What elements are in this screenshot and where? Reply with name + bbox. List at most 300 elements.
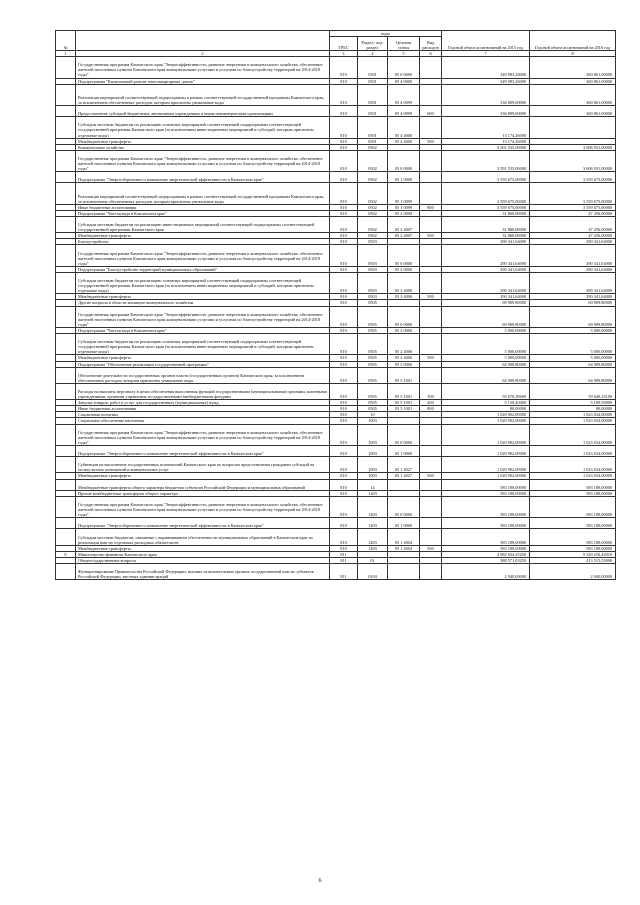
header-index: 1	[56, 51, 76, 57]
row-name: Межбюджетные трансферты	[76, 355, 330, 361]
row-name: Межбюджетные трансферты	[76, 473, 330, 479]
row-grbs: 810	[330, 210, 358, 216]
row-amount-2016	[530, 117, 616, 138]
row-amount-2016: 5 000,00000	[530, 355, 616, 361]
row-vr: 500	[420, 355, 442, 361]
row-vr	[420, 424, 442, 445]
row-number	[56, 183, 76, 204]
row-number	[56, 518, 76, 529]
row-amount-2015: 583 188,00000	[442, 518, 530, 529]
row-grbs: 810	[330, 518, 358, 529]
row-amount-2016: 360 861,00000	[530, 57, 616, 78]
row-name: Подпрограмма "Капитальный ремонт многоквартирных домов"	[76, 78, 330, 84]
table-row	[56, 334, 616, 355]
row-amount-2015: 5 000,00000	[442, 355, 530, 361]
row-vr	[420, 334, 442, 355]
row-amount-2015: 80,00000	[442, 406, 530, 412]
row-name: Благоустройство	[76, 239, 330, 245]
row-amount-2015: 1 020 902,00000	[442, 412, 530, 418]
row-amount-2016: 413 515,55090	[530, 557, 616, 563]
row-name: Субсидии местным бюджетам, связанные с выравниванием обеспеченности муниципальных образований в Камчатском крае по реализации ими их отдельных расходных обязательств	[76, 529, 330, 545]
row-vr	[420, 306, 442, 327]
row-name: Государственная программа Камчатского края "Энергоэффективность, развитие энергетики и коммунального хозяйства, обеспечение жителей населенных пунктов Камчатского края коммунальными услугами и услугами по благоустройству территорий на 2014-2018 годы"	[76, 245, 330, 266]
row-csr: 05 0 0000	[388, 150, 420, 171]
row-vr	[420, 183, 442, 204]
row-name: Функционирование Правительства Российской Федерации, высших исполнительных органов государственной власти субъектов Российской Федерации, местных администраций	[76, 563, 330, 579]
row-grbs: 810	[330, 266, 358, 272]
row-razdel: 0502	[358, 233, 388, 239]
row-razdel: 0501	[358, 138, 388, 144]
row-grbs: 810	[330, 245, 358, 266]
row-grbs: 810	[330, 239, 358, 245]
row-vr	[420, 172, 442, 183]
row-amount-2016: 3 559 675,00000	[530, 172, 616, 183]
row-amount-2016: 583 188,00000	[530, 518, 616, 529]
row-amount-2015: 3 559 675,00000	[442, 172, 530, 183]
row-amount-2015: 583 188,00000	[442, 496, 530, 517]
row-csr: 05 2 0000	[388, 327, 420, 333]
row-amount-2015: 349 983,26000	[442, 78, 530, 84]
row-name: Закупка товаров, работ и услуг для государственных (муниципальных) нужд	[76, 400, 330, 406]
row-amount-2015: 290 341,64000	[442, 266, 530, 272]
row-grbs: 810	[330, 479, 358, 490]
row-name: Межбюджетные трансферты общего характера бюджетам субъектов Российской Федерации и муниципальных образований	[76, 479, 330, 490]
header-vr: Вид расходов	[420, 37, 442, 51]
row-amount-2016: 290 341,64000	[530, 245, 616, 266]
row-razdel: 1403	[358, 518, 388, 529]
row-name: Реализация мероприятий соответствующей подпрограммы в рамках соответствующей государственной программы Камчатского края, за исключением обеспеченных расходов, которым присвоены уникальные коды	[76, 84, 330, 105]
row-number	[56, 424, 76, 445]
row-grbs: 810	[330, 150, 358, 171]
row-name: Межбюджетные трансферты	[76, 294, 330, 300]
row-amount-2015: 2 940,00000	[442, 563, 530, 579]
row-csr: 05 0 0000	[388, 496, 420, 517]
row-amount-2015: 336 809,00000	[442, 84, 530, 105]
row-amount-2016: 59 640,23100	[530, 383, 616, 399]
table-row	[56, 272, 616, 293]
row-amount-2016: 5 529 216,43010	[530, 551, 616, 557]
row-name: Государственная программа Камчатского края "Энергоэффективность, развитие энергетики и коммунального хозяйства, обеспечение жителей населенных пунктов Камчатского края коммунальными услугами и услугами по благоустройству территорий на 2014-2018 годы"	[76, 424, 330, 445]
row-amount-2016: 1 023 034,00000	[530, 445, 616, 456]
row-razdel: 0502	[358, 172, 388, 183]
row-name: Социальное обеспечение населения	[76, 418, 330, 424]
row-csr: 05 1 4004	[388, 545, 420, 551]
row-name: Министерство финансов Камчатского края	[76, 551, 330, 557]
row-name: Предоставление субсидий бюджетным, автономным учреждениям и иным некоммерческим организациям	[76, 106, 330, 117]
budget-table	[55, 30, 616, 580]
row-csr: 05 2 4006	[388, 355, 420, 361]
row-amount-2015: 64 909,80000	[442, 367, 530, 383]
row-name: Межбюджетные трансферты	[76, 545, 330, 551]
row-csr: 05 1 4027	[388, 473, 420, 479]
row-vr: 100	[420, 383, 442, 399]
row-amount-2015: 13 174,26000	[442, 117, 530, 138]
header-year-2015: Годовой объем ассигнований на 2015 год	[442, 31, 530, 51]
row-number	[56, 445, 76, 456]
row-amount-2016: 290 341,64000	[530, 294, 616, 300]
header-index: 8	[530, 51, 616, 57]
row-csr: 05 2 4007	[388, 233, 420, 239]
row-amount-2015: 388 571,03250	[442, 557, 530, 563]
row-vr	[420, 57, 442, 78]
row-amount-2016: 360 861,00000	[530, 84, 616, 105]
table-row	[56, 424, 616, 445]
row-vr	[420, 84, 442, 105]
row-vr	[420, 445, 442, 456]
row-csr: 05 0 0000	[388, 245, 420, 266]
row-amount-2016: 360 861,00000	[530, 78, 616, 84]
row-amount-2015: 290 341,64000	[442, 239, 530, 245]
row-grbs: 810	[330, 327, 358, 333]
row-grbs: 810	[330, 367, 358, 383]
row-amount-2015: 583 188,00000	[442, 490, 530, 496]
row-razdel: 1003	[358, 418, 388, 424]
row-grbs: 810	[330, 78, 358, 84]
row-vr	[420, 563, 442, 579]
row-number	[56, 529, 76, 545]
row-csr: 05 2 4006	[388, 334, 420, 355]
row-name: Субсидии местным бюджетам на реализацию основных мероприятий соответствующей подпрограммы соответствующей государственной программы Камчатского края (за исключением инвестиционных мероприятий и субсидий, которым присвоены отдельные коды)	[76, 334, 330, 355]
header-year-2016: Годовой объем ассигнований на 2016 год	[530, 31, 616, 51]
row-vr: 600	[420, 106, 442, 117]
table-row	[56, 106, 616, 117]
header-csr: Целевая статья	[388, 37, 420, 51]
row-name: Подпрограмма "Энергосбережение и повышение энергетической эффективности в Камчатском крае"	[76, 172, 330, 183]
row-amount-2015: 1 020 902,00000	[442, 473, 530, 479]
header-index: 2	[76, 51, 330, 57]
row-grbs: 810	[330, 183, 358, 204]
row-grbs: 810	[330, 204, 358, 210]
row-amount-2015: 5 000,00000	[442, 334, 530, 355]
row-number	[56, 306, 76, 327]
table-row	[56, 117, 616, 138]
row-csr: 05 0 0000	[388, 424, 420, 445]
row-razdel: 0501	[358, 106, 388, 117]
row-grbs: 810	[330, 473, 358, 479]
row-razdel: 1403	[358, 496, 388, 517]
row-amount-2016: 290 341,64000	[530, 239, 616, 245]
row-amount-2015: 4 982 634,23250	[442, 551, 530, 557]
row-razdel: 1403	[358, 545, 388, 551]
table-row	[56, 518, 616, 529]
row-grbs: 810	[330, 138, 358, 144]
row-name: Подпрограмма "Обеспечение реализации государственной программы"	[76, 361, 330, 367]
row-number	[56, 172, 76, 183]
row-number	[56, 334, 76, 355]
row-name: Межбюджетные трансферты	[76, 233, 330, 239]
header-number: №	[56, 31, 76, 51]
row-name: Другие вопросы в области жилищно-коммунального хозяйства	[76, 300, 330, 306]
row-amount-2016: 583 188,00000	[530, 496, 616, 517]
row-vr	[420, 518, 442, 529]
row-amount-2016: 583 188,00000	[530, 490, 616, 496]
row-razdel: 1003	[358, 445, 388, 456]
row-amount-2016: 5 000,00000	[530, 334, 616, 355]
row-csr: 05 1 0000	[388, 518, 420, 529]
table-body	[56, 57, 616, 580]
row-vr: 500	[420, 473, 442, 479]
row-amount-2015: 13 174,26000	[442, 138, 530, 144]
row-name: Общегосударственные вопросы	[76, 557, 330, 563]
row-vr	[420, 272, 442, 293]
row-name: Субсидии местным бюджетам на реализацию основных мероприятий соответствующей подпрограммы соответствующей государственной программы Камчатского края (за исключением инвестиционных мероприятий и субсидий, которым присвоены отдельные коды)	[76, 272, 330, 293]
row-razdel: 1003	[358, 424, 388, 445]
row-csr	[388, 479, 420, 490]
row-amount-2015: 3 559 675,00000	[442, 204, 530, 210]
row-razdel: 1003	[358, 457, 388, 473]
row-csr: 05 5 1001	[388, 383, 420, 399]
row-csr: 05 5 1001	[388, 406, 420, 412]
header-name	[76, 31, 330, 51]
row-name: Обеспечение деятельности государственных органов власти (государственных органов) Камчатского края, за исключением обеспеченных расходов, которым присвоены уникальные коды	[76, 367, 330, 383]
row-razdel: 0502	[358, 144, 388, 150]
row-name: Социальная политика	[76, 412, 330, 418]
row-amount-2016: 583 188,00000	[530, 529, 616, 545]
row-amount-2015: 64 909,80000	[442, 361, 530, 367]
row-razdel: 1003	[358, 473, 388, 479]
row-grbs: 810	[330, 306, 358, 327]
row-razdel: 0505	[358, 367, 388, 383]
row-grbs: 810	[330, 355, 358, 361]
row-csr: 05 0 0000	[388, 57, 420, 78]
header-index: 7	[442, 51, 530, 57]
row-name: Подпрограмма "Чистая вода в Камчатском крае"	[76, 327, 330, 333]
row-razdel: 0502	[358, 216, 388, 232]
row-grbs: 810	[330, 84, 358, 105]
row-vr: 200	[420, 400, 442, 406]
row-amount-2016: 3 606 931,00000	[530, 150, 616, 171]
row-csr: 05 4 0099	[388, 84, 420, 105]
row-csr	[388, 563, 420, 579]
row-amount-2015: 583 188,00000	[442, 529, 530, 545]
row-vr	[420, 479, 442, 490]
row-name: Субсидии местным бюджетам на реализацию инвестиционных мероприятий соответствующей подпрограммы соответствующей государственной программы Камчатского края	[76, 216, 330, 232]
table-row	[56, 306, 616, 327]
row-amount-2016: 3 606 931,00000	[530, 144, 616, 150]
row-grbs: 810	[330, 334, 358, 355]
table-row	[56, 457, 616, 473]
row-csr: 05 3 4006	[388, 294, 420, 300]
row-number	[56, 150, 76, 171]
row-name: Реализация мероприятий соответствующей подпрограммы в рамках соответствующей государственной программы Камчатского края, за исключением обеспеченных расходов, которым присвоены уникальные коды	[76, 183, 330, 204]
row-csr: 05 1 0000	[388, 172, 420, 183]
table-row	[56, 150, 616, 171]
header-codes: коды	[330, 31, 442, 37]
row-grbs: 810	[330, 496, 358, 517]
row-grbs: 811	[330, 557, 358, 563]
table-row	[56, 84, 616, 105]
row-number	[56, 84, 76, 105]
row-name: Подпрограмма "Энергосбережение и повышение энергетической эффективности в Камчатском крае"	[76, 518, 330, 529]
row-number	[56, 106, 76, 117]
row-csr: 05 4 0000	[388, 78, 420, 84]
row-grbs: 810	[330, 445, 358, 456]
row-vr	[420, 117, 442, 138]
header-grbs: ГРБС	[330, 37, 358, 51]
row-razdel: 0501	[358, 117, 388, 138]
row-razdel: 0505	[358, 300, 388, 306]
row-number	[56, 496, 76, 517]
row-grbs: 810	[330, 272, 358, 293]
row-amount-2016: 1 023 034,00000	[530, 424, 616, 445]
table-row	[56, 496, 616, 517]
row-amount-2016: 360 861,00000	[530, 106, 616, 117]
row-name: Расходы на выплаты персоналу в целях обеспечения выполнения функций государственными (муниципальными) органами, казенными учреждениями, органами управления государственными внебюджетными фондами	[76, 383, 330, 399]
row-amount-2016: 5 189,56900	[530, 400, 616, 406]
row-amount-2016: 69 909,80000	[530, 300, 616, 306]
row-razdel: 0502	[358, 210, 388, 216]
row-csr: 05 1 0000	[388, 445, 420, 456]
table-row	[56, 479, 616, 490]
row-number	[56, 117, 76, 138]
row-amount-2016: 2 940,00000	[530, 563, 616, 579]
row-grbs: 810	[330, 424, 358, 445]
row-amount-2016: 47 256,00000	[530, 210, 616, 216]
header-index: 3	[330, 51, 358, 57]
row-name: Иные бюджетные ассигнования	[76, 204, 330, 210]
row-csr: 05 1 0099	[388, 183, 420, 204]
row-grbs: 810	[330, 300, 358, 306]
header-index: 6	[420, 51, 442, 57]
row-vr	[420, 216, 442, 232]
row-vr: 800	[420, 204, 442, 210]
row-amount-2015: 3 501 535,00000	[442, 144, 530, 150]
row-vr: 500	[420, 233, 442, 239]
table-row	[56, 172, 616, 183]
row-amount-2016: 64 909,80000	[530, 367, 616, 383]
row-grbs: 810	[330, 144, 358, 150]
row-amount-2016: 47 256,00000	[530, 233, 616, 239]
table-row	[56, 383, 616, 399]
row-grbs: 810	[330, 361, 358, 367]
row-csr: 05 5 1001	[388, 400, 420, 406]
row-name: Коммунальное хозяйство	[76, 144, 330, 150]
row-csr: 05 4 4000	[388, 138, 420, 144]
row-vr: 500	[420, 138, 442, 144]
row-number	[56, 457, 76, 473]
row-amount-2016: 290 341,64000	[530, 272, 616, 293]
row-amount-2016: 290 341,64000	[530, 266, 616, 272]
row-name: Субсидии местным бюджетам на реализацию основных мероприятий соответствующей подпрограммы соответствующей государственной программы Камчатского края (за исключением инвестиционных мероприятий и субсидий, которым присвоены отдельные коды)	[76, 117, 330, 138]
row-amount-2015: 290 341,64000	[442, 272, 530, 293]
row-name: Иные бюджетные ассигнования	[76, 406, 330, 412]
row-razdel: 14	[358, 479, 388, 490]
row-grbs: 810	[330, 172, 358, 183]
row-name: Межбюджетные трансферты	[76, 138, 330, 144]
row-razdel: 0505	[358, 327, 388, 333]
row-amount-2015: 583 188,00000	[442, 479, 530, 490]
budget-page	[55, 30, 615, 580]
row-razdel: 0505	[358, 306, 388, 327]
header-index: 5	[388, 51, 420, 57]
row-grbs: 811	[330, 551, 358, 557]
row-razdel: 0503	[358, 239, 388, 245]
row-razdel: 0502	[358, 204, 388, 210]
row-number: 9	[56, 551, 76, 557]
row-grbs: 810	[330, 400, 358, 406]
row-name: Подпрограмма "Энергосбережение и повышение энергетической эффективности в Камчатском крае"	[76, 445, 330, 456]
row-name: Подпрограмма "Чистая вода в Камчатском крае"	[76, 210, 330, 216]
table-row	[56, 445, 616, 456]
row-grbs: 810	[330, 406, 358, 412]
row-amount-2015: 5 159,40400	[442, 400, 530, 406]
row-csr: 05 5 1001	[388, 367, 420, 383]
row-razdel: 0502	[358, 183, 388, 204]
row-razdel: 0503	[358, 294, 388, 300]
row-amount-2015: 3 591 535,00000	[442, 150, 530, 171]
row-razdel: 0505	[358, 334, 388, 355]
row-razdel: 0501	[358, 57, 388, 78]
row-razdel: 0505	[358, 361, 388, 367]
table-row	[56, 57, 616, 78]
row-vr: 500	[420, 294, 442, 300]
row-razdel: 10	[358, 412, 388, 418]
row-grbs: 810	[330, 294, 358, 300]
row-amount-2016: 1 023 034,00000	[530, 457, 616, 473]
row-razdel: 0501	[358, 84, 388, 105]
row-grbs: 810	[330, 216, 358, 232]
row-amount-2016: 69 909,80000	[530, 306, 616, 327]
row-grbs: 810	[330, 106, 358, 117]
row-amount-2015: 349 983,26000	[442, 57, 530, 78]
row-razdel: 0503	[358, 266, 388, 272]
row-name: Государственная программа Камчатского края "Энергоэффективность, развитие энергетики и коммунального хозяйства, обеспечение жителей населенных пунктов Камчатского края коммунальными услугами и услугами по благоустройству территорий на 2014-2018 годы"	[76, 57, 330, 78]
row-vr	[420, 529, 442, 545]
row-amount-2015: 1 020 902,00000	[442, 418, 530, 424]
row-razdel: 0502	[358, 150, 388, 171]
row-razdel: 01	[358, 557, 388, 563]
row-amount-2015: 5 000,00000	[442, 327, 530, 333]
row-amount-2016: 583 188,00000	[530, 479, 616, 490]
row-amount-2015: 31 860,00000	[442, 216, 530, 232]
row-csr: 05 5 0000	[388, 361, 420, 367]
row-amount-2016: 47 256,00000	[530, 216, 616, 232]
row-name: Государственная программа Камчатского края "Энергоэффективность, развитие энергетики и коммунального хозяйства, обеспечение жителей населенных пунктов Камчатского края коммунальными услугами и услугами по благоустройству территорий на 2014-2018 годы"	[76, 306, 330, 327]
row-csr: 05 4 4000	[388, 117, 420, 138]
row-grbs: 810	[330, 545, 358, 551]
header-razdel: Раздел, под- раздел	[358, 37, 388, 51]
row-grbs: 811	[330, 563, 358, 579]
row-amount-2015: 1 020 902,00000	[442, 424, 530, 445]
row-grbs: 810	[330, 457, 358, 473]
row-number	[56, 245, 76, 266]
row-razdel: 0505	[358, 383, 388, 399]
row-csr: 05 1 4004	[388, 529, 420, 545]
row-amount-2015: 290 341,64000	[442, 294, 530, 300]
row-number	[56, 367, 76, 383]
row-amount-2016: 5 000,00000	[530, 327, 616, 333]
table-row	[56, 183, 616, 204]
row-amount-2015: 59 670,39600	[442, 383, 530, 399]
row-number	[56, 563, 76, 579]
table-row	[56, 216, 616, 232]
row-razdel: 1403	[358, 529, 388, 545]
row-name: Субвенции на выполнение государственных полномочий Камчатского края по вопросам предоставления гражданам субсидий на оплату жилых помещений и коммунальных услуг	[76, 457, 330, 473]
row-razdel: 0104	[358, 563, 388, 579]
row-vr	[420, 457, 442, 473]
row-grbs: 810	[330, 529, 358, 545]
row-csr: 05 3 0000	[388, 266, 420, 272]
table-row	[56, 245, 616, 266]
row-razdel: 0505	[358, 406, 388, 412]
row-grbs: 810	[330, 57, 358, 78]
table-row	[56, 563, 616, 579]
page-number: 6	[318, 878, 322, 884]
row-number	[56, 479, 76, 490]
row-name: Государственная программа Камчатского края "Энергоэффективность, развитие энергетики и коммунального хозяйства, обеспечение жителей населенных пунктов Камчатского края коммунальными услугами и услугами по благоустройству территорий на 2014-2018 годы"	[76, 496, 330, 517]
row-razdel: 0501	[358, 78, 388, 84]
row-csr: 05 0 0000	[388, 306, 420, 327]
